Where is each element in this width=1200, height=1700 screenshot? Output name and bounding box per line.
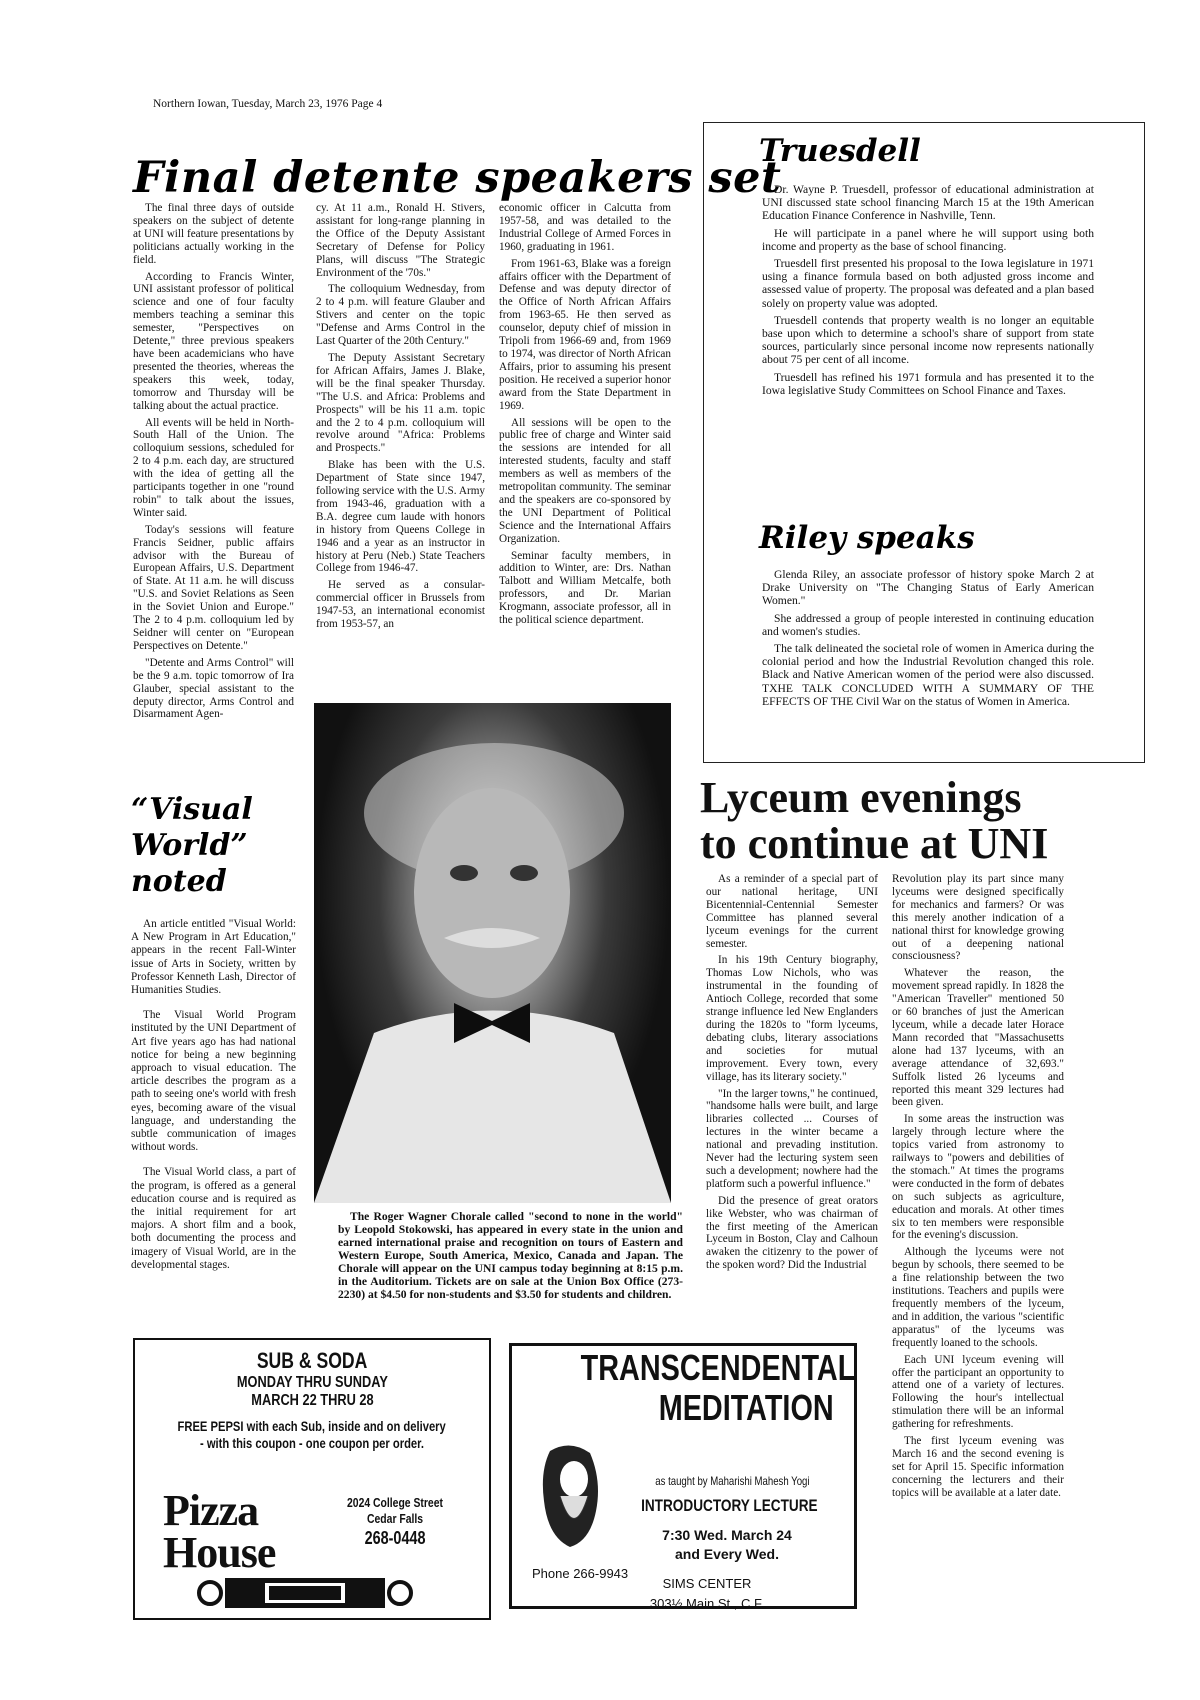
maharishi-portrait bbox=[530, 1441, 610, 1551]
paragraph: From 1961-63, Blake was a foreign affairs officer with the Department of Defense and was deputy director of the Office of North African Affairs from 1963-65. He then served as counselor, deputy chief of mission in Tripoli from 1966-69 and, from 1969 to 1974, was director of North African Affairs, prior to assuming his present position. He received a superior honor award from the State Department in 1969. bbox=[499, 257, 671, 412]
ad-offer-line-2: - with this coupon - one coupon per order. bbox=[200, 1435, 424, 1451]
paragraph: Whatever the reason, the movement spread rapidly. In 1828 the "American Traveller" mentioned 50 or 60 branches of just the American lyceum, while a decade later Horace Mann recorded that "Massachusetts alone had 137 lyceums, with an average attendance of 32,693." Suffolk listed 26 lyceums and reported this meant 329 lectures had been given. bbox=[892, 967, 1064, 1109]
paragraph: The talk delineated the societal role of women in America during the colonial period and how the Industrial Revolution changed this role. Black and Native American women of the period were also discussed. TXHE TALK CONCLUDED WITH A SUMMARY OF THE EFFECTS OF THE Civil War on the status of Women in America. bbox=[762, 642, 1094, 708]
paragraph: Each UNI lyceum evening will offer the participant an opportunity to attend one of a variety of lectures. Following the hour's intellectual stimulation there will be an informal gathering for refreshments. bbox=[892, 1353, 1064, 1431]
logo-line-1: Pizza bbox=[163, 1486, 259, 1535]
pizza-phone: 268-0448 bbox=[364, 1528, 426, 1548]
pizza-address: 2024 College Street bbox=[347, 1495, 443, 1510]
truesdell-headline: Truesdell bbox=[759, 133, 921, 169]
truesdell-riley-box bbox=[703, 122, 1145, 763]
paragraph: Truesdell first presented his proposal to the Iowa legislature in 1971 using a finance formula based on both adjusted gross income and assessed value of property. The proposal was defeated and a plan based solely on property value was adopted. bbox=[762, 257, 1094, 310]
ornamental-scroll-icon bbox=[195, 1572, 415, 1614]
paragraph: All sessions will be open to the public free of charge and Winter said the sessions are intended for all interested students, faculty and staff members as well as members of the metropolitan community. The seminar and the speakers are co-sponsored by the UNI Department of Political Science and the International Affairs Organization. bbox=[499, 416, 671, 545]
detente-headline: Final detente speakers set bbox=[133, 153, 782, 203]
riley-headline: Riley speaks bbox=[759, 520, 975, 556]
tm-title-line-2: MEDITATION bbox=[659, 1387, 834, 1428]
ad-days: MONDAY THRU SUNDAY bbox=[236, 1374, 388, 1391]
visual-world-headline-line-2: World” bbox=[131, 828, 248, 863]
ad-offer-line-1: FREE PEPSI with each Sub, inside and on delivery bbox=[177, 1418, 447, 1434]
paragraph: According to Francis Winter, UNI assistant professor of political science and one of four faculty members teaching a seminar this semester, "Perspectives on Detente," three previous speakers have been academicians who have presented the theories, whereas the speakers this week, today, tomorrow and Thursday will be talking about the actual practice. bbox=[133, 270, 294, 412]
tm-venue: SIMS CENTER bbox=[662, 1576, 752, 1591]
paragraph: Glenda Riley, an associate professor of history spoke March 2 at Drake University on "The Changing Status of Early American Women." bbox=[762, 568, 1094, 608]
paragraph: cy. At 11 a.m., Ronald H. Stivers, assistant for long-range planning in the Office of the Deputy Assistant Secretary of Defense for Policy Plans, will discuss "The Strategic Environment of the '70s." bbox=[316, 202, 485, 279]
tm-taught-by: as taught by Maharishi Mahesh Yogi bbox=[654, 1474, 810, 1488]
paragraph: The first lyceum evening was March 16 and the second evening is set for April 15. Specific information concerning the lecturers and their topics will be available at a later date. bbox=[892, 1435, 1064, 1499]
page-folio: Northern Iowan, Tuesday, March 23, 1976 Page 4 bbox=[153, 98, 383, 110]
paragraph: Although the lyceums were not begun by schools, there seemed to be a fine relationship between the two institutions. Teachers and pupils were frequently members of the lyceum, and in addition, the various "scientific apparatus" of the lyceums was frequently loaned to the schools. bbox=[892, 1246, 1064, 1349]
paragraph: The final three days of outside speakers on the subject of detente at UNI will feature presentations by politicians actually working in the field. bbox=[133, 202, 294, 266]
portrait-illustration bbox=[314, 703, 671, 1203]
chorale-photo bbox=[314, 703, 671, 1203]
riley-body bbox=[762, 568, 1094, 712]
paragraph: The colloquium Wednesday, from 2 to 4 p.m. will feature Glauber and Stivers and center on the topic "Defense and Arms Control in the Last Quarter of the 20th Century." bbox=[316, 283, 485, 348]
tm-time: 7:30 Wed. March 24 bbox=[662, 1527, 792, 1543]
lyceum-headline-line-2: to continue at UNI bbox=[700, 819, 1049, 868]
transcendental-meditation-ad bbox=[509, 1343, 857, 1609]
tm-title-line-1: TRANSCENDENTAL bbox=[580, 1347, 856, 1388]
paragraph: Revolution play its part since many lyceums were designed specifically for mechanics and farmers? Or was this merely another indication of a national thirst for knowledge growing out of a deepening national consciousness? bbox=[892, 873, 1064, 963]
detente-column-2 bbox=[316, 202, 485, 635]
paragraph: "In the larger towns," he continued, "handsome halls were built, and large libraries collected ... Courses of lectures in the winter became a national and prevading institution. Never had the lecturing system seen such a development; nowhere had the platform such a powerful influence." bbox=[706, 1087, 878, 1190]
pizza-city: Cedar Falls bbox=[366, 1511, 424, 1526]
paragraph: Dr. Wayne P. Truesdell, professor of educational administration at UNI discussed state school financing March 15 at the 19th American Education Finance Conference in Nashville, Tenn. bbox=[762, 183, 1094, 223]
paragraph: The Visual World class, a part of the program, is offered as a general education course and is required as the initial requirement for art majors. A short film and a book, both documenting the process and imagery of Visual World, are in the developmental stages. bbox=[131, 1166, 296, 1271]
paragraph: "Detente and Arms Control" will be the 9 a.m. topic tomorrow of Ira Glauber, special assistant to the deputy director, Arms Control and Disarmament Agen- bbox=[133, 656, 294, 721]
truesdell-body bbox=[762, 183, 1094, 401]
lyceum-headline bbox=[700, 775, 1048, 867]
paragraph: All events will be held in North-South Hall of the Union. The colloquium sessions, scheduled for 2 to 4 p.m. each day, are structured with the idea of getting all the participants together in one "round robin" to talk about the issues, Winter said. bbox=[133, 416, 294, 519]
logo-line-2: House bbox=[163, 1528, 276, 1577]
paragraph: Blake has been with the U.S. Department of State since 1947, following service with the U.S. Army from 1943-46, graduation with a B.A. degree cum laude with honors in history from Queens College in 1946 and a year as an instructor in history at Peru (Neb.) State Teachers College from 1946-47. bbox=[316, 459, 485, 575]
paragraph: An article entitled "Visual World: A New Program in Art Education," appears in the recent Fall-Winter issue of Arts in Society, written by Professor Kenneth Lash, Director of Humanities Studies. bbox=[131, 918, 296, 997]
paragraph: Seminar faculty members, in addition to Winter, are: Drs. Nathan Talbott and William Metcalfe, both professors, and Dr. Marian Krogmann, associate professor, all in the political science department. bbox=[499, 549, 671, 627]
lyceum-column-2 bbox=[892, 873, 1064, 1504]
paragraph: The Visual World Program instituted by the UNI Department of Art five years ago has had national notice for being a new beginning approach to visual education. The article describes the program as a path to seeing one's world with fresh eyes, becoming aware of the visual language, and understanding the subtle communication of images without words. bbox=[131, 1009, 296, 1154]
paragraph: Truesdell has refined his 1971 formula and has presented it to the Iowa legislative Study Committees on School Finance and Taxes. bbox=[762, 370, 1094, 397]
visual-world-headline bbox=[131, 792, 253, 900]
detente-column-1 bbox=[133, 202, 294, 725]
ad-dates: MARCH 22 THRU 28 bbox=[250, 1392, 374, 1409]
paragraph: He will participate in a panel where he will support using both income and property as the base of school financing. bbox=[762, 226, 1094, 253]
paragraph: In his 19th Century biography, Thomas Low Nichols, who was instrumental in the founding of Antioch College, recorded that some strange influence led New Englanders during the 1820s to "form lyceums, debating clubs, literary associations and societies for mutual improvement. Every town, every village, has its literary society." bbox=[706, 954, 878, 1083]
paragraph: Truesdell contends that property wealth is no longer an equitable base upon which to determine a school's share of support from state sources, particularly since personal income now represents nationally about 75 per cent of all income. bbox=[762, 313, 1094, 367]
paragraph: As a reminder of a special part of our national heritage, UNI Bicentennial-Centennial Semester Committee has planned several lyceum evenings for the current semester. bbox=[706, 873, 878, 950]
lyceum-column-1 bbox=[706, 873, 878, 1276]
visual-world-headline-line-3: noted bbox=[131, 864, 227, 899]
paragraph: She addressed a group of people interested in continuing education and women's studies. bbox=[762, 611, 1094, 638]
detente-column-3 bbox=[499, 202, 671, 631]
paragraph: The Deputy Assistant Secretary for African Affairs, James J. Blake, will be the final speaker Thursday. "The U.S. and Africa: Problems and Prospects" will be his 11 a.m. topic and the 2 to 4 p.m. colloquium will revolve around "Africa: Problems and Prospects." bbox=[316, 351, 485, 455]
pizza-contact bbox=[330, 1495, 460, 1549]
tm-address: 303½ Main St., C.F. bbox=[649, 1596, 765, 1611]
paragraph: Did the presence of great orators like Webster, who was chairman of the first meeting of the American Lyceum in Boston, Clay and Calhoun awaken the citizenry to the power of the spoken word? Did the Industrial bbox=[706, 1194, 878, 1272]
photo-caption: The Roger Wagner Chorale called "second to none in the world" by Leopold Stokowski, has appeared in every state in the union and earned international praise and recognition on tours of Eastern and Western Europe, South America, Mexico, Canada and Japan. The Chorale will appear on the UNI campus today beginning at 8:15 p.m. in the Auditorium. Tickets are on sale at the Union Box Office (273-2230) at $4.50 for non-students and $3.50 for students and children. bbox=[338, 1210, 683, 1301]
paragraph: economic officer in Calcutta from 1957-58, and was detailed to the Industrial College of Armed Forces in 1960, graduating in 1961. bbox=[499, 202, 671, 253]
lyceum-headline-line-1: Lyceum evenings bbox=[700, 773, 1022, 822]
ad-title: SUB & SODA bbox=[256, 1348, 368, 1373]
tm-lecture: INTRODUCTORY LECTURE bbox=[641, 1496, 818, 1515]
paragraph: In some areas the instruction was largely through lecture where the topics varied from astronomy to railways to "powers and debilities of the stomach." At times the programs were conducted in the form of debates on such subjects as agriculture, education and morals. At other times six to ten members were responsible for the evening's discussion. bbox=[892, 1113, 1064, 1242]
tm-phone: Phone 266-9943 bbox=[532, 1566, 629, 1581]
paragraph: Today's sessions will feature Francis Seidner, public affairs advisor with the Bureau of European Affairs, U.S. Department of State. At 11 a.m. he will discuss "U.S. and Soviet Relations as Seen in the Soviet Union and Europe." The 2 to 4 p.m. colloquium led by Seidner will center on "European Perspectives on Detente." bbox=[133, 523, 294, 652]
paragraph: He served as a consular-commercial officer in Brussels from 1947-53, an international economist from 1953-57, an bbox=[316, 579, 485, 631]
pizza-house-ad bbox=[133, 1338, 491, 1620]
visual-world-body bbox=[131, 918, 296, 1284]
pizza-house-logo bbox=[163, 1486, 276, 1577]
tm-recurring: and Every Wed. bbox=[674, 1546, 779, 1562]
visual-world-headline-line-1: “Visual bbox=[131, 792, 253, 827]
